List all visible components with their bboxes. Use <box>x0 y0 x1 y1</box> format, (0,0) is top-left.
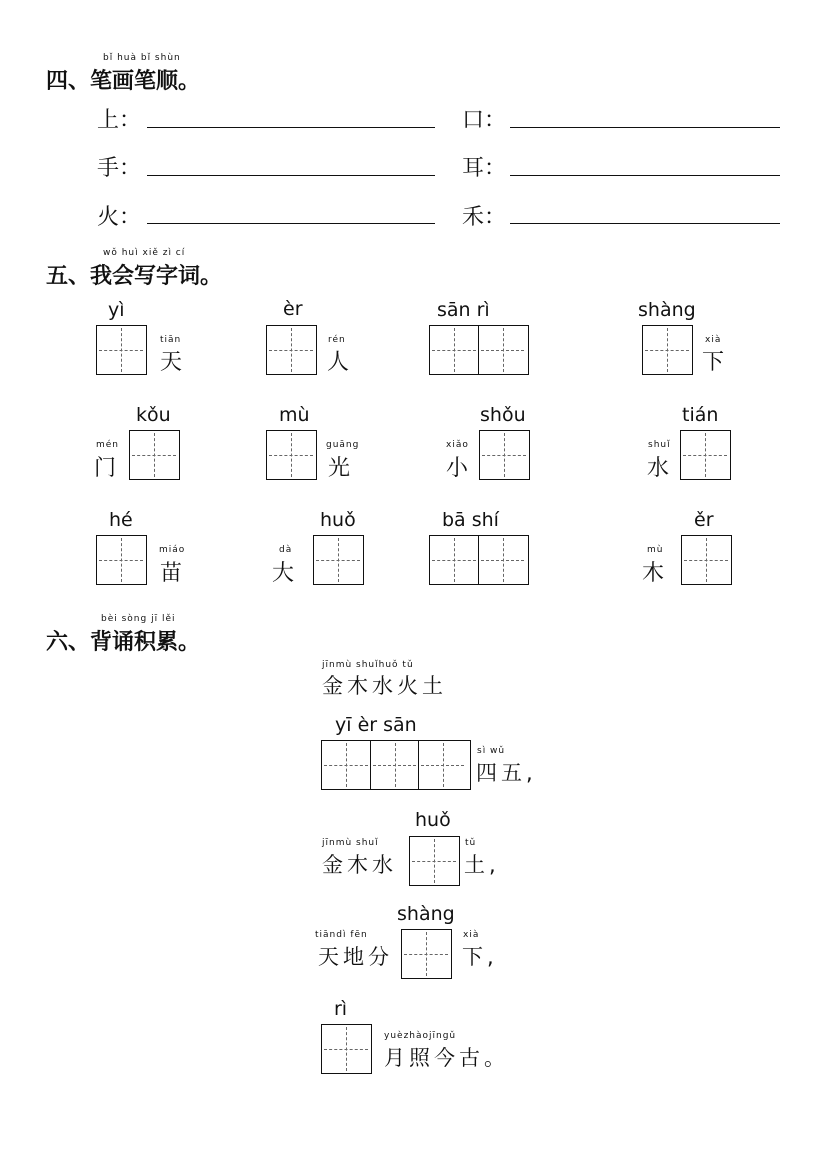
poem-pinyin: jīnmù shuǐ <box>322 838 379 848</box>
stroke-label-er: 耳： <box>462 156 507 181</box>
writing-grid[interactable] <box>129 430 180 480</box>
section6-title: 六、背诵积累。 <box>46 630 201 655</box>
section4-title: 四、笔画笔顺。 <box>46 69 201 94</box>
poem-pinyin: yuèzhàojīngǔ <box>384 1031 457 1041</box>
stroke-label-shou: 手： <box>97 156 142 181</box>
word-pinyin: yì <box>108 299 125 321</box>
poem-line: 月照今古。 <box>384 1046 509 1070</box>
hint-char: 大 <box>272 561 295 586</box>
poem-line: 天地分 <box>318 945 393 969</box>
poem-grid-pinyin: rì <box>334 998 348 1020</box>
stroke-answer-line-shang[interactable] <box>147 127 435 128</box>
poem-grid-pinyin: huǒ <box>415 809 451 831</box>
hint-pinyin: tiān <box>160 335 182 345</box>
word-pinyin: mù <box>279 404 310 426</box>
stroke-label-kou: 口： <box>462 108 507 133</box>
hint-pinyin: xiǎo <box>446 440 469 450</box>
stroke-answer-line-kou[interactable] <box>510 127 780 128</box>
poem-line: 金木水 <box>322 853 397 877</box>
writing-grid[interactable] <box>680 430 731 480</box>
writing-grid[interactable] <box>681 535 732 585</box>
writing-grid[interactable] <box>266 430 317 480</box>
word-pinyin: shǒu <box>480 404 526 426</box>
poem-pinyin: sì wǔ <box>477 746 506 756</box>
word-pinyin: shàng <box>638 299 696 321</box>
stroke-answer-line-huo[interactable] <box>147 223 435 224</box>
hint-char: 门 <box>94 456 117 481</box>
section6-title-pinyin: bèi sòng jī lěi <box>101 614 176 624</box>
hint-char: 人 <box>327 350 350 375</box>
poem-pinyin: tǔ <box>465 838 477 848</box>
hint-char: 下 <box>702 350 725 375</box>
writing-grid[interactable] <box>429 535 529 585</box>
hint-char: 天 <box>160 350 183 375</box>
poem-line: 下, <box>462 945 498 969</box>
word-pinyin: tián <box>682 404 719 426</box>
writing-grid[interactable] <box>409 836 460 886</box>
stroke-answer-line-he[interactable] <box>510 223 780 224</box>
writing-grid[interactable] <box>313 535 364 585</box>
poem-line: 四五, <box>476 761 537 785</box>
word-pinyin: hé <box>109 509 133 531</box>
section4-title-pinyin: bǐ huà bǐ shùn <box>103 53 181 63</box>
stroke-label-huo: 火： <box>97 205 142 230</box>
poem-grid-pinyin: yī èr sān <box>335 714 417 736</box>
poem-line: 土, <box>464 853 500 877</box>
hint-char: 光 <box>328 456 351 481</box>
writing-grid[interactable] <box>266 325 317 375</box>
word-pinyin: èr <box>283 298 303 320</box>
hint-pinyin: mù <box>647 545 664 555</box>
word-pinyin: sān rì <box>437 299 490 321</box>
stroke-label-he: 禾： <box>462 205 507 230</box>
hint-pinyin: mén <box>96 440 120 450</box>
hint-char: 苗 <box>160 561 183 586</box>
hint-pinyin: rén <box>328 335 346 345</box>
stroke-answer-line-shou[interactable] <box>147 175 435 176</box>
poem-pinyin: jīnmù shuǐhuǒ tǔ <box>322 660 414 670</box>
poem-pinyin: xià <box>463 930 480 940</box>
writing-grid[interactable] <box>479 430 530 480</box>
poem-pinyin: tiāndì fēn <box>315 930 368 940</box>
hint-pinyin: shuǐ <box>648 440 671 450</box>
writing-grid[interactable] <box>96 325 147 375</box>
hint-char: 木 <box>642 561 665 586</box>
writing-grid[interactable] <box>96 535 147 585</box>
writing-grid[interactable] <box>642 325 693 375</box>
poem-grid-pinyin: shàng <box>397 903 455 925</box>
poem-line: 金木水火土 <box>322 674 447 698</box>
word-pinyin: kǒu <box>136 404 171 426</box>
word-pinyin: bā shí <box>442 509 499 531</box>
stroke-answer-line-er[interactable] <box>510 175 780 176</box>
hint-pinyin: xià <box>705 335 722 345</box>
writing-grid[interactable] <box>401 929 452 979</box>
section5-title: 五、我会写字词。 <box>46 264 223 289</box>
hint-char: 小 <box>446 456 469 481</box>
word-pinyin: ěr <box>694 509 714 531</box>
writing-grid[interactable] <box>321 740 471 790</box>
word-pinyin: huǒ <box>320 509 356 531</box>
hint-char: 水 <box>647 456 670 481</box>
stroke-label-shang: 上： <box>97 108 142 133</box>
section5-title-pinyin: wǒ huì xiě zì cí <box>103 248 186 258</box>
hint-pinyin: dà <box>279 545 293 555</box>
writing-grid[interactable] <box>429 325 529 375</box>
hint-pinyin: guāng <box>326 440 360 450</box>
hint-pinyin: miáo <box>159 545 186 555</box>
writing-grid[interactable] <box>321 1024 372 1074</box>
